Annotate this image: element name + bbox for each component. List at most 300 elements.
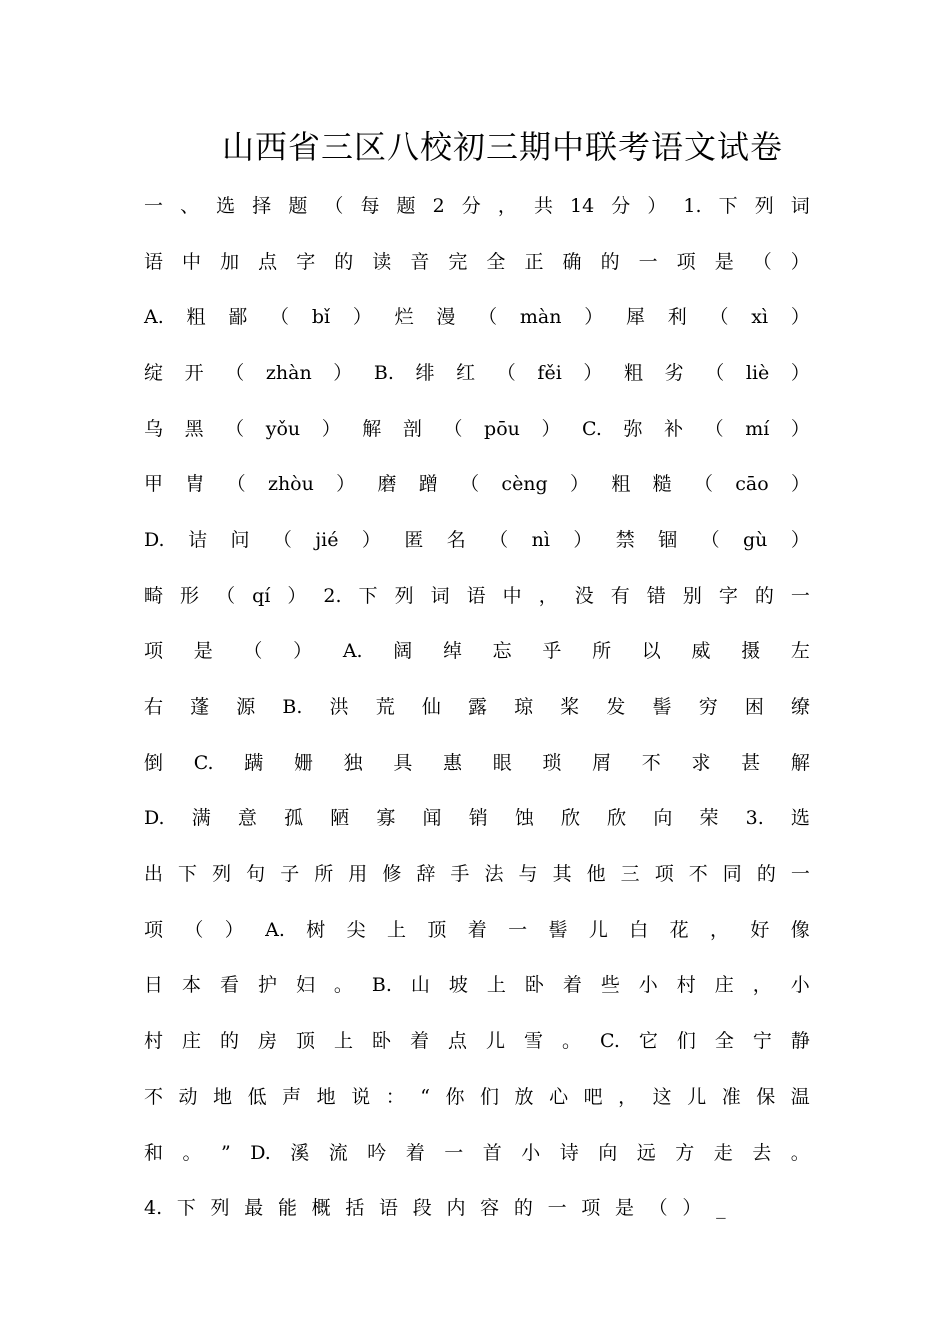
text-char: 诗 [559,1141,579,1164]
text-char: 3. [745,807,764,830]
text-char: màn [519,306,562,329]
text-char: 手 [450,863,470,886]
text-char: 不 [688,863,708,886]
text-char: 山 [410,974,430,997]
text-char: 的 [334,250,354,273]
text-char: 下 [718,194,738,217]
text-char: （ [460,473,480,496]
text-char: 上 [387,918,407,941]
text-char: 每 [360,194,380,217]
text-char: （ [243,640,263,663]
text-char: 吧 [583,1085,603,1108]
text-char: 列 [212,863,232,886]
text-char: ） [790,528,810,551]
text-char: 方 [675,1141,695,1164]
text-char: bǐ [311,306,331,329]
text-char: 源 [236,696,256,719]
text-char: 蚀 [514,807,534,830]
document-body [144,178,810,1236]
text-char: ： [385,1085,405,1108]
text-char: （ [272,528,292,551]
text-char: 好 [750,918,770,941]
text-char: （ [216,584,236,607]
text-char: 容 [480,1197,500,1220]
text-char: 子 [280,863,300,886]
text-char: ） [333,361,353,384]
text-char: 蹭 [418,473,438,496]
text-char: 温 [790,1085,810,1108]
text-char: 和 [144,1141,164,1164]
text-char: 括 [345,1197,365,1220]
text-char: 陋 [330,807,350,830]
text-char: 项 [676,250,696,273]
text-line [144,345,810,401]
text-char: 心 [549,1085,569,1108]
text-char: 解 [362,417,382,440]
text-char: 向 [598,1141,618,1164]
text-char: ， [710,918,730,941]
text-char: 全 [714,1030,734,1053]
text-char: cèng [501,473,548,496]
text-line [144,624,810,680]
text-char: 房 [258,1030,278,1053]
text-char: 它 [638,1030,658,1053]
text-char: 穷 [698,696,718,719]
text-char: 孤 [284,807,304,830]
text-char: 花 [669,918,689,941]
text-char: C. [600,1030,620,1053]
text-char: _ [716,1197,726,1220]
text-char: 形 [180,584,200,607]
text-char: 荒 [375,696,395,719]
text-char: xì [751,306,769,329]
text-char: 小 [521,1141,541,1164]
text-char: 庄 [182,1030,202,1053]
text-char: D. [144,528,165,551]
text-char: （ [709,306,729,329]
text-char: 地 [213,1085,233,1108]
text-char: 蓬 [190,696,210,719]
text-char: 露 [467,696,487,719]
text-char: 磨 [377,473,397,496]
text-char: B. [373,361,394,384]
text-char: pōu [484,417,520,440]
text-char: 儿 [588,918,608,941]
text-char: 顶 [427,918,447,941]
text-char: 卧 [372,1030,392,1053]
text-char: 词 [430,584,450,607]
text-char: 仙 [421,696,441,719]
text-char: 你 [445,1085,465,1108]
text-char: 出 [144,863,164,886]
text-char: （ [489,528,509,551]
text-char: 4. [144,1197,163,1220]
text-line [144,679,810,735]
text-char: ） [790,361,810,384]
text-char: 项 [144,640,164,663]
text-char: 看 [219,974,239,997]
text-char: ， [752,974,772,997]
text-char: 鄙 [228,306,248,329]
text-char: 最 [244,1197,264,1220]
text-line [144,791,810,847]
text-char: 是 [193,640,213,663]
text-char: 一 [790,863,810,886]
text-char: D. [250,1141,271,1164]
text-char: 分 [461,194,481,217]
text-char: 儿 [486,1030,506,1053]
text-char: 的 [513,1197,533,1220]
text-char: 保 [756,1085,776,1108]
text-char: 、 [180,194,200,217]
text-char: ） [293,640,313,663]
text-char: 畸 [144,584,164,607]
text-char: 树 [306,918,326,941]
text-char: 的 [220,1030,240,1053]
text-char: 下 [178,863,198,886]
text-char: ） [790,250,810,273]
text-char: 一 [547,1197,567,1220]
text-char: ） [647,194,667,217]
text-char: 词 [790,194,810,217]
text-char: 漫 [436,306,456,329]
text-char: 顶 [296,1030,316,1053]
text-char: qí [252,584,271,607]
text-char: 右 [144,696,164,719]
text-char: 语 [466,584,486,607]
text-char: 中 [502,584,522,607]
text-line [144,1180,810,1236]
text-char: nì [531,528,550,551]
text-line [144,289,810,345]
text-char: 分 [611,194,631,217]
text-char: （ [324,194,344,217]
text-line [144,456,810,512]
text-char: 解 [790,751,810,774]
text-char: 溪 [290,1141,310,1164]
text-char: 与 [518,863,538,886]
text-char: 诘 [188,528,208,551]
text-char: 乎 [542,640,562,663]
text-char: 他 [586,863,606,886]
text-char: fěi [537,361,562,384]
text-char: （ [705,361,725,384]
text-char: ” [221,1141,231,1164]
text-char: 本 [181,974,201,997]
text-char: 卧 [524,974,544,997]
text-line [144,512,810,568]
text-char: 不 [144,1085,164,1108]
text-char: ） [790,473,810,496]
text-char: 法 [484,863,504,886]
text-char: 全 [486,250,506,273]
text-line [144,902,810,958]
text-line [144,735,810,791]
text-char: 着 [405,1141,425,1164]
text-char: 声 [282,1085,302,1108]
text-char: 绯 [415,361,435,384]
text-char: mí [745,417,770,440]
text-char: jié [315,528,339,551]
text-char: 洪 [329,696,349,719]
text-char: 一 [144,194,164,217]
text-char: 左 [790,640,810,663]
text-char: B. [371,974,392,997]
text-char: （ [225,417,245,440]
text-char: 小 [790,974,810,997]
text-char: （ [270,306,290,329]
text-char: 说 [351,1085,371,1108]
text-char: 字 [718,584,738,607]
text-char: 正 [524,250,544,273]
text-char: 妇 [295,974,315,997]
text-char: ） [321,417,341,440]
text-char: 列 [394,584,414,607]
text-char: 困 [744,696,764,719]
text-char: 上 [486,974,506,997]
text-char: A. [144,306,164,329]
text-char: 低 [247,1085,267,1108]
text-char: 乌 [144,417,164,440]
text-char: （ [184,918,204,941]
text-char: ） [336,473,356,496]
text-char: 。 [562,1030,582,1053]
text-char: 儿 [687,1085,707,1108]
text-char: 着 [467,918,487,941]
text-char: 姗 [293,751,313,774]
text-char: 走 [713,1141,733,1164]
text-char: 段 [412,1197,432,1220]
text-char: ） [790,306,810,329]
text-char: 动 [178,1085,198,1108]
text-char: 选 [790,807,810,830]
text-char: （ [478,306,498,329]
text-char: 蹒 [244,751,264,774]
text-char: 语 [144,250,164,273]
text-char: 项 [144,918,164,941]
text-char: 髻 [548,918,568,941]
text-char: 读 [372,250,392,273]
text-char: 缭 [790,696,810,719]
text-char: 加 [220,250,240,273]
text-char: yǒu [265,417,301,440]
text-char: 一 [790,584,810,607]
text-char: 能 [277,1197,297,1220]
text-char: 其 [552,863,572,886]
text-char: 。 [182,1141,202,1164]
text-char: 中 [182,250,202,273]
text-char: 桨 [560,696,580,719]
text-char: （ [225,361,245,384]
text-char: 欣 [607,807,627,830]
text-char: 辞 [416,863,436,886]
text-line [144,846,810,902]
text-char: 择 [252,194,272,217]
text-char: ） [352,306,372,329]
text-char: B. [282,696,303,719]
text-char: ） [224,918,244,941]
text-char: 们 [480,1085,500,1108]
text-char: 概 [311,1197,331,1220]
text-char: 开 [184,361,204,384]
text-char: 尖 [346,918,366,941]
text-char: 黑 [184,417,204,440]
text-char: 些 [600,974,620,997]
text-char: 补 [664,417,684,440]
text-char: 闻 [422,807,442,830]
text-char: ） [584,306,604,329]
text-char: 村 [676,974,696,997]
text-char: ） [570,473,590,496]
text-char: （ [704,417,724,440]
text-line [144,401,810,457]
text-char: 锢 [658,528,678,551]
text-char: 静 [790,1030,810,1053]
text-char: 放 [514,1085,534,1108]
text-char: 这 [652,1085,672,1108]
text-line [144,958,810,1014]
text-char: 白 [629,918,649,941]
text-line [144,1125,810,1181]
document-title: 山西省三区八校初三期中联考语文试卷 [222,128,784,166]
text-char: 劣 [664,361,684,384]
text-char: 绽 [144,361,164,384]
text-char: 共 [533,194,553,217]
text-char: 甚 [741,751,761,774]
text-char: 屑 [592,751,612,774]
text-char: 粗 [186,306,206,329]
text-char: 首 [482,1141,502,1164]
text-char: 糙 [652,473,672,496]
text-char: 错 [646,584,666,607]
text-char: “ [420,1085,430,1108]
text-char: 摄 [741,640,761,663]
text-char: 2. [323,584,342,607]
text-char: 一 [508,918,528,941]
text-char: 威 [691,640,711,663]
text-char: 题 [288,194,308,217]
text-char: 选 [216,194,236,217]
text-char: 1. [683,194,702,217]
text-char: 日 [144,974,164,997]
text-char: 是 [614,1197,634,1220]
text-char: 弥 [623,417,643,440]
text-char: ， [497,194,517,217]
text-char: ） [541,417,561,440]
text-char: 们 [676,1030,696,1053]
text-char: 一 [444,1141,464,1164]
text-char: 向 [653,807,673,830]
text-char: 剖 [402,417,422,440]
text-char: 甲 [144,473,164,496]
text-char: 语 [379,1197,399,1220]
text-char: 欣 [561,807,581,830]
text-line [144,234,810,290]
text-char: 坡 [448,974,468,997]
text-char: 14 [570,194,595,217]
text-char: 的 [756,863,776,886]
text-char: （ [752,250,772,273]
text-char: 髻 [652,696,672,719]
text-char: 红 [456,361,476,384]
text-char: 修 [382,863,402,886]
text-char: 村 [144,1030,164,1053]
text-char: 销 [468,807,488,830]
text-char: 琼 [514,696,534,719]
text-line [144,1069,810,1125]
text-char: 寡 [376,807,396,830]
text-char: 独 [343,751,363,774]
text-line [144,568,810,624]
text-char: ） [682,1197,702,1220]
text-char: 雪 [524,1030,544,1053]
text-char: ） [287,584,307,607]
text-line [144,1013,810,1069]
text-char: 题 [396,194,416,217]
text-char: 确 [562,250,582,273]
text-char: 粗 [611,473,631,496]
text-char: 匿 [404,528,424,551]
text-char: cāo [735,473,769,496]
text-char: ） [361,528,381,551]
text-char: 满 [191,807,211,830]
text-char: gù [743,528,768,551]
text-char: 点 [258,250,278,273]
text-char: 粗 [624,361,644,384]
text-char: ） [583,361,603,384]
text-char: 远 [636,1141,656,1164]
text-char: （ [443,417,463,440]
text-char: 名 [446,528,466,551]
text-char: 犀 [625,306,645,329]
text-char: 吟 [367,1141,387,1164]
text-char: 意 [237,807,257,830]
text-char: 的 [754,584,774,607]
text-char: zhàn [265,361,312,384]
text-char: 倒 [144,751,164,774]
text-char: 别 [682,584,702,607]
text-char: 眼 [492,751,512,774]
text-char: C. [582,417,602,440]
text-char: 完 [448,250,468,273]
text-char: ， [618,1085,638,1108]
text-char: 具 [393,751,413,774]
text-char: 惠 [443,751,463,774]
text-char: 问 [230,528,250,551]
text-char: （ [648,1197,668,1220]
text-char: liè [745,361,770,384]
text-char: 宁 [752,1030,772,1053]
text-char: 忘 [492,640,512,663]
text-char: 护 [257,974,277,997]
text-char: 2 [432,194,445,217]
text-char: 。 [790,1141,810,1164]
text-char: 发 [606,696,626,719]
text-char: D. [144,807,165,830]
text-char: （ [700,528,720,551]
text-char: 没 [574,584,594,607]
text-char: 内 [446,1197,466,1220]
text-char: 禁 [615,528,635,551]
text-char: 所 [314,863,334,886]
text-char: 以 [641,640,661,663]
text-char: 句 [246,863,266,886]
text-char: 琐 [542,751,562,774]
text-char: 点 [448,1030,468,1053]
text-char: （ [226,473,246,496]
text-char: 庄 [714,974,734,997]
text-char: 是 [714,250,734,273]
